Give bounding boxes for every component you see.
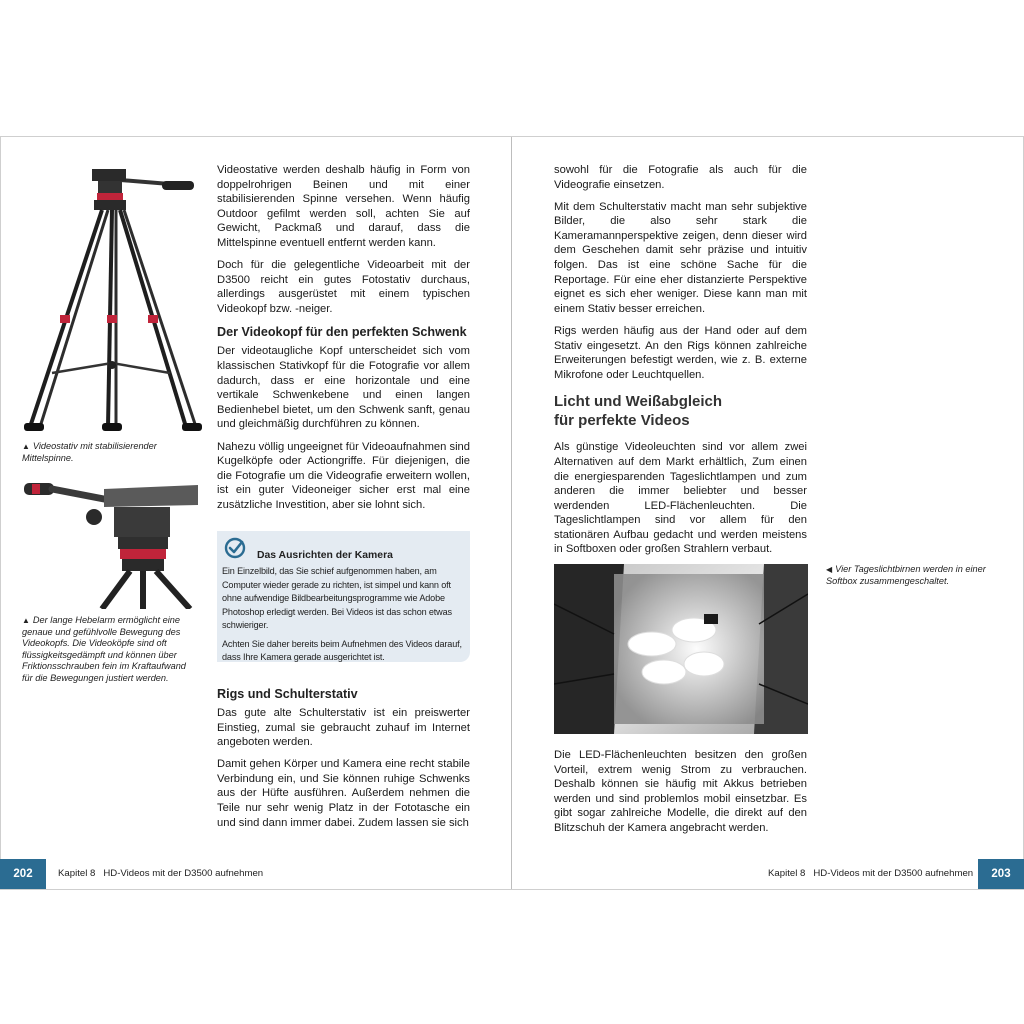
video-head-photo: [22, 477, 198, 609]
section-heading-licht: Licht und Weißabgleich für perfekte Videos: [554, 393, 723, 430]
paragraph: Damit gehen Körper und Kamera eine recht stabile Verbindung ein, und Sie können ruhige Schwenks aus der Hüfte ausführen. Außerdem nehmen die Teile nur sehr wenig Platz in der Fototasche ein und sind dann immer dabei. Zudem lassen sie sich: [217, 758, 470, 829]
page-gutter: [511, 137, 512, 889]
paragraph: Videostative werden deshalb häufig in Form von doppelrohrigen Beinen und mit einer stabilisierenden Spinne versehen. Wenn häufig Outdoor gefilmt werden soll, achten Sie auf Gewicht, Packmaß und darauf, dass die Mittelspinne eventuell entfernt werden kann.: [217, 164, 470, 249]
tip-body: [222, 565, 466, 670]
triangle-up-icon: ▲: [22, 442, 30, 451]
triangle-up-icon: ▲: [22, 616, 30, 625]
triangle-left-icon: ◀: [826, 565, 833, 574]
page-edge-left: [0, 137, 1, 889]
running-footer-left: Kapitel 8 HD-Videos mit der D3500 aufnehmen: [58, 868, 264, 879]
tripod-photo: [22, 165, 202, 437]
right-text-column-lower: [554, 748, 807, 843]
tip-paragraph: Ein Einzelbild, das Sie schief aufgenommen haben, am Computer wieder gerade zu richten, ist simpel und kann oft ohne aufwendige Bildbearbeitungsprogramme wie Adobe Photoshop erledigt werden. Bei Videos ist das schon etwas schwieriger.: [222, 566, 452, 630]
book-spread: [0, 136, 1024, 890]
caption-video-head: ▲ Der lange Hebelarm ermöglicht eine genaue und gefühlvolle Bewegung des Videokopfs. Die Videoköpfe sind oft flüssigkeitsgedämpft und können über Friktionsschrauben fein im Kraftaufwand für die Bewegungen justiert werden.: [22, 615, 186, 683]
paragraph: Rigs werden häufig aus der Hand oder auf dem Stativ eingesetzt. An den Rigs können zahlreiche Erweiterungen befestigt werden, wie z. B. externe Mikrofone oder Leuchtquellen.: [554, 324, 807, 381]
caption-tripod: ▲ Videostativ mit stabilisierender Mittelspinne.: [22, 441, 157, 463]
page-number-left: 202: [0, 859, 46, 889]
checkmark-circle-icon: [224, 537, 246, 559]
paragraph: Als günstige Videoleuchten sind vor allem zwei Alternativen auf dem Markt erhältlich, Zum einen die energiesparenden Tageslichtlampen und zum anderen die immer beliebter und besser werdenden LED-Flächenleuchten. Die Tageslichtlampen sind vor allem für den stationären Aufbau gedacht und werden meistens in Softboxen oder großen Strahlern verbaut.: [554, 441, 807, 556]
tip-paragraph: Achten Sie daher bereits beim Aufnehmen des Videos darauf, dass Ihre Kamera gerade ausgerichtet ist.: [222, 638, 462, 662]
paragraph: Nahezu völlig ungeeignet für Videoaufnahmen sind Kugelköpfe oder Actiongriffe. Für diejenigen, die die Fotografie um die Videografie erweitern wollen, ist ein guter Videoneiger sicher erst mal eine zusätzliche Investition, aber sie lohnt sich.: [217, 440, 470, 511]
right-text-column: [554, 163, 807, 565]
section-heading-videokopf: Der Videokopf für den perfekten Schwenk: [217, 325, 467, 340]
paragraph: sowohl für die Fotografie als auch für die Videografie einsetzen.: [554, 164, 807, 191]
softbox-photo: [554, 564, 808, 734]
paragraph: Das gute alte Schulterstativ ist ein preiswerter Einstieg, zumal sie gebraucht zuhauf im Internet angeboten werden.: [217, 707, 470, 749]
paragraph: Die LED-Flächenleuchten besitzen den großen Vorteil, extrem wenig Strom zu verbrauchen. Deshalb können sie häufig mit Akkus betrieben werden und sind problemlos mobil einsetzbar. Es gibt sogar zahlreiche Modelle, die direkt auf den Blitzschuh der Kamera angebracht werden.: [554, 749, 807, 834]
paragraph: Doch für die gelegentliche Videoarbeit mit der D3500 reicht ein gutes Fotostativ durchaus, allerdings ausgerüstet mit einem typischen Videokopf bzw. -neiger.: [217, 259, 470, 315]
page-number-right: 203: [978, 859, 1024, 889]
paragraph: Der videotaugliche Kopf unterscheidet sich vom klassischen Stativkopf für die Fotografie vor allem dadurch, dass er eine horizontale und eine vertikale Schwenkebene und einen langen Bedienhebel bietet, um den Schwenk sanft, genau und gleichmäßig durchführen zu können.: [217, 345, 470, 431]
paragraph: Mit dem Schulterstativ macht man sehr subjektive Bilder, die also sehr stark die Kameramannperspektive zeigen, denn dieser wird dem Geschehen damit sehr präzise und intuitiv folgen. Das ist eine schöne Sache für die Reportage. Für eine eher distanzierte Perspektive eignet es sich eher weniger. Diese kann man mit einem Stativ besser erreichen.: [554, 200, 807, 315]
caption-softbox: ◀ Vier Tageslichtbirnen werden in einer Softbox zusammengeschaltet.: [826, 564, 986, 586]
left-text-column-lower: [217, 678, 470, 838]
tip-title: Das Ausrichten der Kamera: [257, 550, 393, 561]
running-footer-right: Kapitel 8 HD-Videos mit der D3500 aufnehmen: [768, 868, 974, 879]
left-text-column: [217, 163, 470, 520]
tip-box: [217, 531, 470, 662]
section-heading-rigs: Rigs und Schulterstativ: [217, 687, 358, 701]
